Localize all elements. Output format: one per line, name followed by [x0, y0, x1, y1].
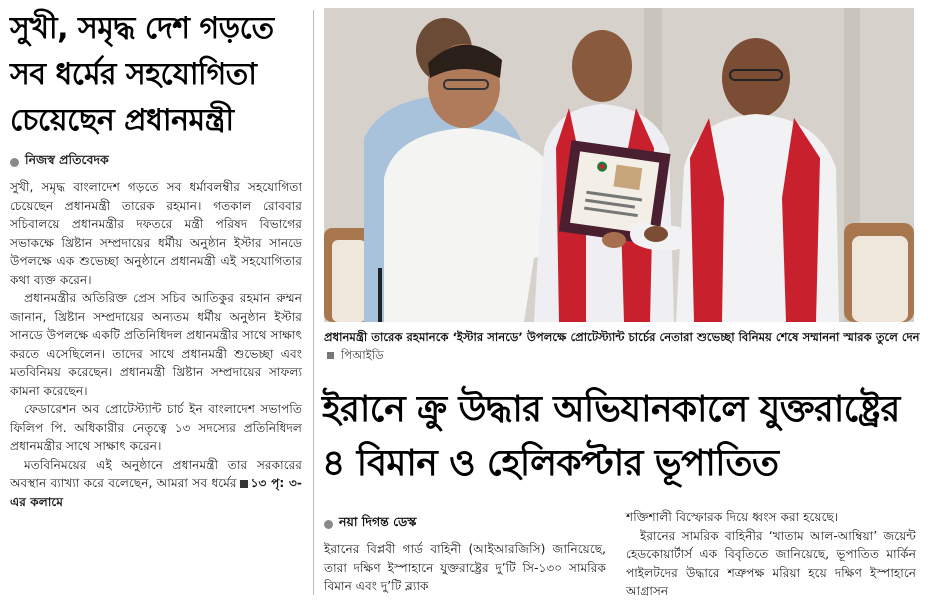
right-byline: [324, 514, 416, 534]
left-paragraph-last: [10, 456, 302, 512]
left-body: [10, 178, 302, 511]
photo-illustration: [324, 8, 914, 322]
continuation-link[interactable]: ১৩ পৃ: ৩-এর কলামে: [10, 476, 302, 509]
photo-credit: পিআইডি: [341, 348, 384, 362]
right-byline-text: নয়া দিগন্ত ডেস্ক: [339, 514, 417, 529]
right-col1-text: ইরানের বিপ্লবী গার্ড বাহিনী (আইআরজিসি) জানিয়েছে, তারা দক্ষিণ ইস্পাহানে যুক্তরাষ্ট্রের দু’টি সি-১৩০ সামরিক বিমান এবং দু’টি ব্ল্যাক: [324, 542, 606, 593]
column-divider: [313, 10, 314, 595]
caption-text: প্রধানমন্ত্রী তারেক রহমানকে ‘ইস্টার সানডে’ উপলক্ষে প্রোটেস্ট্যান্ট চার্চের নেতারা শুভেচ্ছা বিনিময় শেষে সম্মাননা স্মারক তুলে দেন: [324, 330, 920, 344]
right-headline: ইরানে ক্রু উদ্ধার অভিযানকালে যুক্তরাষ্ট্রের ৪ বিমান ও হেলিকপ্টার ভূপাতিত: [322, 389, 900, 484]
right-col2-p2: ইরানের সামরিক বাহিনীর ‘খাতাম আল-আম্বিয়া’ জয়েন্ট হেডকোয়ার্টার্স এক বিবৃতিতে জানিয়েছে, ভূপাতিত মার্কিন পাইলটদের উদ্ধারে শত্রুপক্ষ মরিয়া হয়ে দক্ষিণ ইস্পাহানে আগ্রাসন: [626, 528, 916, 598]
square-icon: [240, 480, 248, 488]
right-col2-p1: শক্তিশালী বিস্ফোরক দিয়ে ধ্বংস করা হয়েছে।: [626, 510, 839, 524]
right-section: [318, 0, 931, 601]
photo-caption: [324, 328, 920, 364]
left-paragraph: সুখী, সমৃদ্ধ বাংলাদেশ গড়তে সব ধর্মাবলম্বীর সহযোগিতা চেয়েছেন প্রধানমন্ত্রী তারেক রহমান। গতকাল রোববার সচিবালয়ে প্রধানমন্ত্রীর দফতরে মন্ত্রী পরিষদ বিভাগের সভাকক্ষে খ্রিষ্টান সম্প্রদায়ের ধর্মীয় অনুষ্ঠান ইস্টার সানডে উপলক্ষে এক শুভেচ্ছা অনুষ্ঠানে প্রধানমন্ত্রী এই সহযোগিতার কথা ব্যক্ত করেন।: [10, 180, 302, 287]
bullet-icon: [324, 520, 333, 529]
news-photo: [324, 8, 914, 322]
left-article: [0, 0, 310, 601]
square-icon: [327, 352, 334, 359]
left-byline-text: নিজস্ব প্রতিবেদক: [25, 152, 109, 167]
bullet-icon: [10, 158, 19, 167]
left-paragraph: ফেডারেশন অব প্রোটেস্ট্যান্ট চার্চ ইন বাংলাদেশ সভাপতি ফিলিপ পি. অধিকারীর নেতৃত্বে ১৩ সদস্যের প্রতিনিধিদল প্রধানমন্ত্রীর সাথে সাক্ষাৎ করেন।: [10, 402, 302, 453]
left-paragraph: প্রধানমন্ত্রীর অতিরিক্ত প্রেস সচিব আতিকুর রহমান রুম্মন জানান, খ্রিষ্টান সম্প্রদায়ের অন্যতম ধর্মীয় অনুষ্ঠান ইস্টার সানডে উপলক্ষে একটি প্রতিনিধিদল প্রধানমন্ত্রীর সাথে সাক্ষাৎ করতে এসেছিলেন। তাদের সাথে প্রধানমন্ত্রী শুভেচ্ছা এবং মতবিনিময় করেছেন। প্রধানমন্ত্রী খ্রিষ্টান সম্প্রদায়ের সাফল্য কামনা করেছেন।: [10, 291, 302, 398]
left-headline: সুখী, সমৃদ্ধ দেশ গড়তে সব ধর্মের সহযোগিতা চেয়েছেন প্রধানমন্ত্রী: [10, 11, 274, 138]
left-byline: [10, 152, 310, 172]
left-paragraph-text: মতবিনিময়ের এই অনুষ্ঠানে প্রধানমন্ত্রী তার সরকারের অবস্থান ব্যাখ্যা করে বলেছেন, আমরা সব ধর্মের: [10, 457, 302, 490]
right-col2: [626, 508, 916, 601]
